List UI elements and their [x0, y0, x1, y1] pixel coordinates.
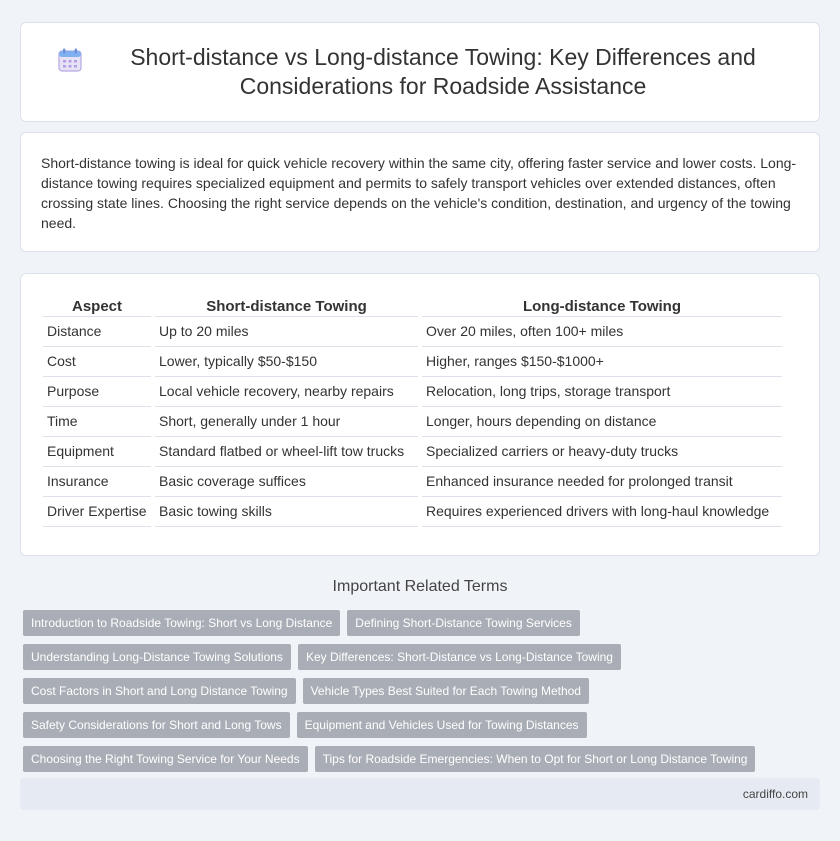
intro-paragraph: Short-distance towing is ideal for quick vehicle recovery within the same city, offering faster service and lower costs. Long-distance towing requires specialized equipment and permits to safely transport vehicles over extended distances, often crossing state lines. Choosing the right service depends on the vehicle's condition, destination, and urgency of the towing need. — [41, 155, 797, 231]
cell-aspect: Driver Expertise — [43, 497, 151, 527]
intro-card — [20, 132, 820, 252]
comparison-table-card — [20, 273, 820, 556]
cell-aspect: Purpose — [43, 377, 151, 407]
related-term-tag[interactable]: Cost Factors in Short and Long Distance Towing — [23, 678, 296, 704]
table-row — [43, 317, 782, 347]
related-term-tag[interactable]: Introduction to Roadside Towing: Short vs Long Distance — [23, 610, 340, 636]
related-term-tag[interactable]: Safety Considerations for Short and Long Tows — [23, 712, 290, 738]
table-row — [43, 467, 782, 497]
related-terms-title: Important Related Terms — [332, 578, 508, 595]
tag-row — [23, 746, 823, 772]
header-short-distance: Short-distance Towing — [155, 294, 418, 317]
title-card — [20, 22, 820, 122]
table-row — [43, 347, 782, 377]
header-aspect: Aspect — [43, 294, 151, 317]
related-term-tag[interactable]: Equipment and Vehicles Used for Towing Distances — [297, 712, 587, 738]
header-long-distance: Long-distance Towing — [422, 294, 782, 317]
cell-long: Requires experienced drivers with long-haul knowledge — [422, 497, 782, 527]
cell-short: Up to 20 miles — [155, 317, 418, 347]
title-wrap — [57, 43, 783, 101]
footer-site-link[interactable]: cardiffo.com — [742, 787, 808, 801]
cell-short: Basic towing skills — [155, 497, 418, 527]
related-term-tag[interactable]: Key Differences: Short-Distance vs Long-Distance Towing — [298, 644, 621, 670]
comparison-table — [39, 294, 786, 527]
cell-long: Relocation, long trips, storage transport — [422, 377, 782, 407]
cell-long: Specialized carriers or heavy-duty trucks — [422, 437, 782, 467]
tag-row — [23, 644, 823, 670]
related-term-tag[interactable]: Vehicle Types Best Suited for Each Towing Method — [303, 678, 589, 704]
cell-long: Higher, ranges $150-$1000+ — [422, 347, 782, 377]
related-terms-list — [23, 610, 823, 780]
cell-short: Basic coverage suffices — [155, 467, 418, 497]
cell-short: Standard flatbed or wheel-lift tow trucks — [155, 437, 418, 467]
tag-row — [23, 712, 823, 738]
table-row — [43, 497, 782, 527]
related-term-tag[interactable]: Choosing the Right Towing Service for Your Needs — [23, 746, 308, 772]
page-title: Short-distance vs Long-distance Towing: Key Differences and Considerations for Roadside Assistance — [130, 44, 756, 99]
table-row — [43, 377, 782, 407]
table-row — [43, 437, 782, 467]
cell-aspect: Time — [43, 407, 151, 437]
cell-long: Longer, hours depending on distance — [422, 407, 782, 437]
tag-row — [23, 678, 823, 704]
related-term-tag[interactable]: Defining Short-Distance Towing Services — [347, 610, 580, 636]
related-term-tag[interactable]: Understanding Long-Distance Towing Solutions — [23, 644, 291, 670]
cell-short: Lower, typically $50-$150 — [155, 347, 418, 377]
cell-short: Local vehicle recovery, nearby repairs — [155, 377, 418, 407]
cell-long: Over 20 miles, often 100+ miles — [422, 317, 782, 347]
calendar-icon — [57, 47, 83, 73]
cell-short: Short, generally under 1 hour — [155, 407, 418, 437]
footer — [20, 778, 820, 810]
cell-aspect: Cost — [43, 347, 151, 377]
tag-row — [23, 610, 823, 636]
cell-aspect: Insurance — [43, 467, 151, 497]
cell-aspect: Distance — [43, 317, 151, 347]
table-row — [43, 407, 782, 437]
cell-aspect: Equipment — [43, 437, 151, 467]
table-header-row — [43, 294, 782, 317]
cell-long: Enhanced insurance needed for prolonged transit — [422, 467, 782, 497]
related-term-tag[interactable]: Tips for Roadside Emergencies: When to Opt for Short or Long Distance Towing — [315, 746, 756, 772]
